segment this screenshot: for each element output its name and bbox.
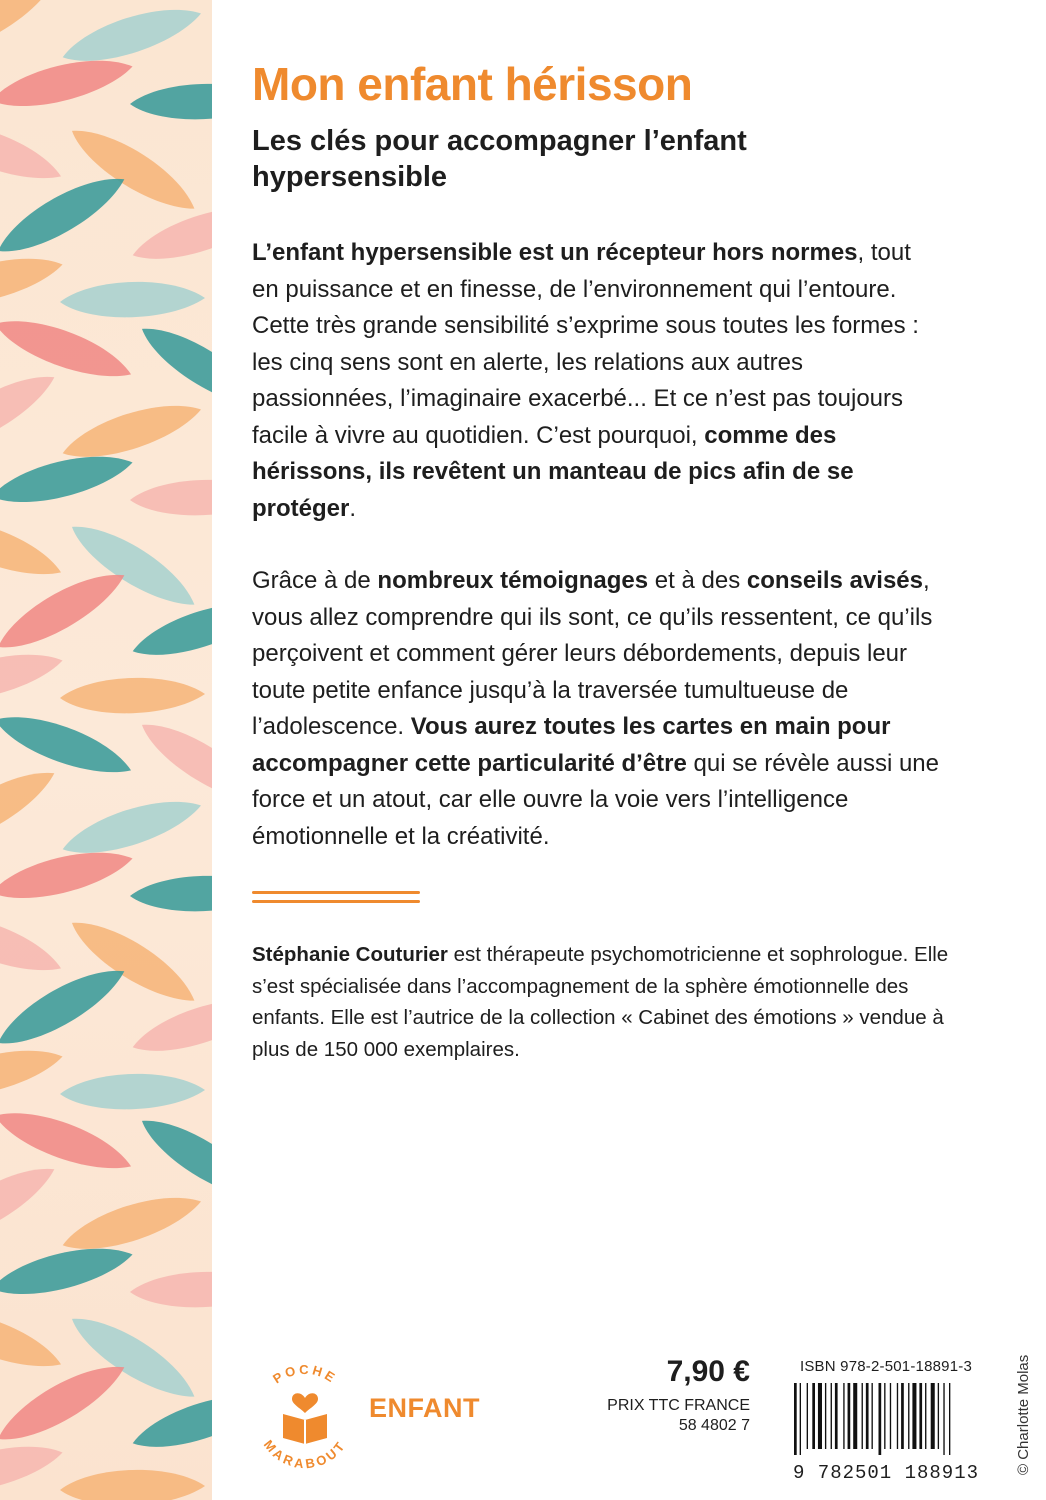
back-cover-content [252, 60, 972, 1065]
leaf-shape [0, 701, 137, 788]
leaf-shape [60, 282, 205, 317]
leaf-shape [127, 988, 212, 1062]
reference-code: 58 4802 7 [678, 1417, 750, 1434]
barcode-bar [901, 1383, 904, 1449]
isbn-number: ISBN 978-2-501-18891-3 [799, 1358, 972, 1375]
leaf-shape [0, 1295, 67, 1382]
leaf-shape [0, 645, 67, 710]
barcode-bar [890, 1383, 891, 1449]
leaf-shape [0, 1041, 67, 1106]
blurb-p1-segment: . [349, 494, 357, 522]
leaf-shape [0, 165, 133, 264]
leaf-shape [0, 107, 67, 194]
leaf-shape [0, 1239, 137, 1304]
barcode-bar [938, 1383, 939, 1449]
blurb-p2-segment: nombreux témoignages [377, 567, 649, 595]
author-bio [252, 939, 972, 1065]
author-bio-text: est thérapeute psychomotricienne et sophrologue. Elle s’est spécialisée dans l’accompagnement de la sphère émotionnelle des enfants. Elle est l’autrice de la collection « Cabinet des émotions » vendue à plus de 150 000 exemplaires. [252, 943, 949, 1061]
leaf-shape [0, 1353, 133, 1452]
barcode-bar [807, 1383, 808, 1449]
leaf-shape [130, 876, 212, 911]
leaf-shape [0, 899, 67, 986]
leaf-shape [127, 1384, 212, 1458]
logo-text-bottom: MARABOUT [260, 1437, 350, 1472]
price: 7,90 € [666, 1355, 750, 1388]
leaf-shape [0, 561, 133, 660]
barcode-bar [862, 1383, 863, 1449]
blurb-p2-segment: qui se révèle aussi une force et un atout, car elle ouvre la voie vers l’intelligence émotionnelle et la créativité. [252, 749, 939, 850]
barcode-bar [866, 1383, 869, 1449]
barcode-bar [879, 1383, 882, 1455]
leaf-shape [0, 503, 67, 590]
barcode-bar [848, 1383, 851, 1449]
leaf-shape [0, 957, 133, 1056]
barcode-bar [831, 1383, 832, 1449]
leaf-shape [0, 249, 67, 314]
book-title: Mon enfant hérisson [252, 58, 693, 110]
barcode-digits: 9 782501 188913 [792, 1462, 980, 1484]
leaf-shape [0, 1437, 67, 1500]
leaf-shape [57, 394, 206, 468]
leaf-pattern-svg [0, 0, 212, 1500]
leaf-shape [130, 480, 212, 515]
section-divider [252, 891, 420, 903]
leaf-shape [57, 0, 206, 72]
illustration-credit: © Charlotte Molas [1015, 1354, 1032, 1475]
blurb-p2-segment: , vous allez comprendre qui ils sont, ce qu’ils ressentent, ce qu’ils perçoivent et comment gérer leurs débordements, depuis leur toute petite enfance jusqu’à la traversée tumultueuse de l’adolescence. [252, 567, 933, 741]
leaf-shape [0, 0, 63, 66]
leaf-shape [0, 759, 63, 858]
author-name: Stéphanie Couturier [252, 943, 448, 967]
barcode-bar [908, 1383, 909, 1449]
poche-marabout-logo [245, 1358, 365, 1476]
leaf-shape [57, 1186, 206, 1260]
barcode-bar [872, 1383, 873, 1449]
leaf-shape [0, 1097, 137, 1184]
barcode-bar [835, 1383, 838, 1449]
book-heart-icon [283, 1393, 327, 1444]
blurb-p1-segment: L’enfant hypersensible est un récepteur hors normes [252, 239, 858, 267]
svg-text:POCHE [270, 1362, 340, 1387]
barcode-bar [884, 1383, 885, 1449]
leaf-shape [0, 51, 137, 116]
leaf-shape [60, 1074, 205, 1109]
leaf-shape [60, 1470, 205, 1500]
book-subtitle: Les clés pour accompagner l’enfant hypersensible [252, 125, 747, 193]
barcode-bars [788, 1383, 984, 1455]
leaf-shape [0, 363, 63, 462]
price-block [580, 1355, 750, 1436]
leaf-shape [57, 790, 206, 864]
blurb-p1-segment: comme des hérissons, ils revêtent un manteau de pics afin de se protéger [252, 421, 854, 522]
barcode-bar [919, 1383, 922, 1449]
leaf-shape [130, 1272, 212, 1307]
blurb-paragraph-1 [252, 235, 942, 527]
leaf-shape [130, 84, 212, 119]
price-label: PRIX TTC FRANCE [607, 1397, 750, 1414]
barcode-bar [897, 1383, 898, 1449]
leaf-shape [0, 843, 137, 908]
leaf-shape [0, 305, 137, 392]
barcode-bar [925, 1383, 926, 1449]
barcode-bar [818, 1383, 822, 1449]
barcode-bar [949, 1383, 950, 1455]
leaf-shape [60, 678, 205, 713]
blurb-p2-segment: conseils avisés [746, 567, 923, 595]
barcode-bar [825, 1383, 826, 1449]
barcode-bar [853, 1383, 857, 1449]
barcode-bar [812, 1383, 815, 1449]
decorative-leaf-pattern [0, 0, 212, 1500]
blurb-paragraph-2 [252, 563, 942, 855]
barcode-bar [843, 1383, 844, 1449]
blurb-p1-segment: , tout en puissance et en finesse, de l’environnement qui l’entoure. Cette très grande sensibilité s’exprime sous toutes les formes : les cinq sens sont en alerte, les relations aux autres passionnées, l’imaginaire exacerbé... Et ce n’est pas toujours facile à vivre au quotidien. C’est pourquoi, [252, 239, 919, 449]
blurb-p2-segment: Grâce à de [252, 567, 378, 595]
blurb-p2-segment: et à des [648, 567, 747, 595]
logo-text-top: POCHE [270, 1361, 340, 1387]
leaf-shape [0, 447, 137, 512]
barcode-bar [912, 1383, 916, 1449]
barcode-bar [794, 1383, 797, 1455]
barcode-bar [800, 1383, 801, 1455]
collection-label: ENFANT [369, 1393, 480, 1423]
barcode-bar [943, 1383, 944, 1455]
leaf-shape [127, 592, 212, 666]
leaf-shape [0, 1155, 63, 1254]
barcode-bar [931, 1383, 935, 1449]
isbn-barcode [788, 1358, 984, 1484]
leaf-shape [127, 196, 212, 270]
blurb-p2-segment: Vous aurez toutes les cartes en main pour accompagner cette particularité d’être [252, 713, 891, 777]
